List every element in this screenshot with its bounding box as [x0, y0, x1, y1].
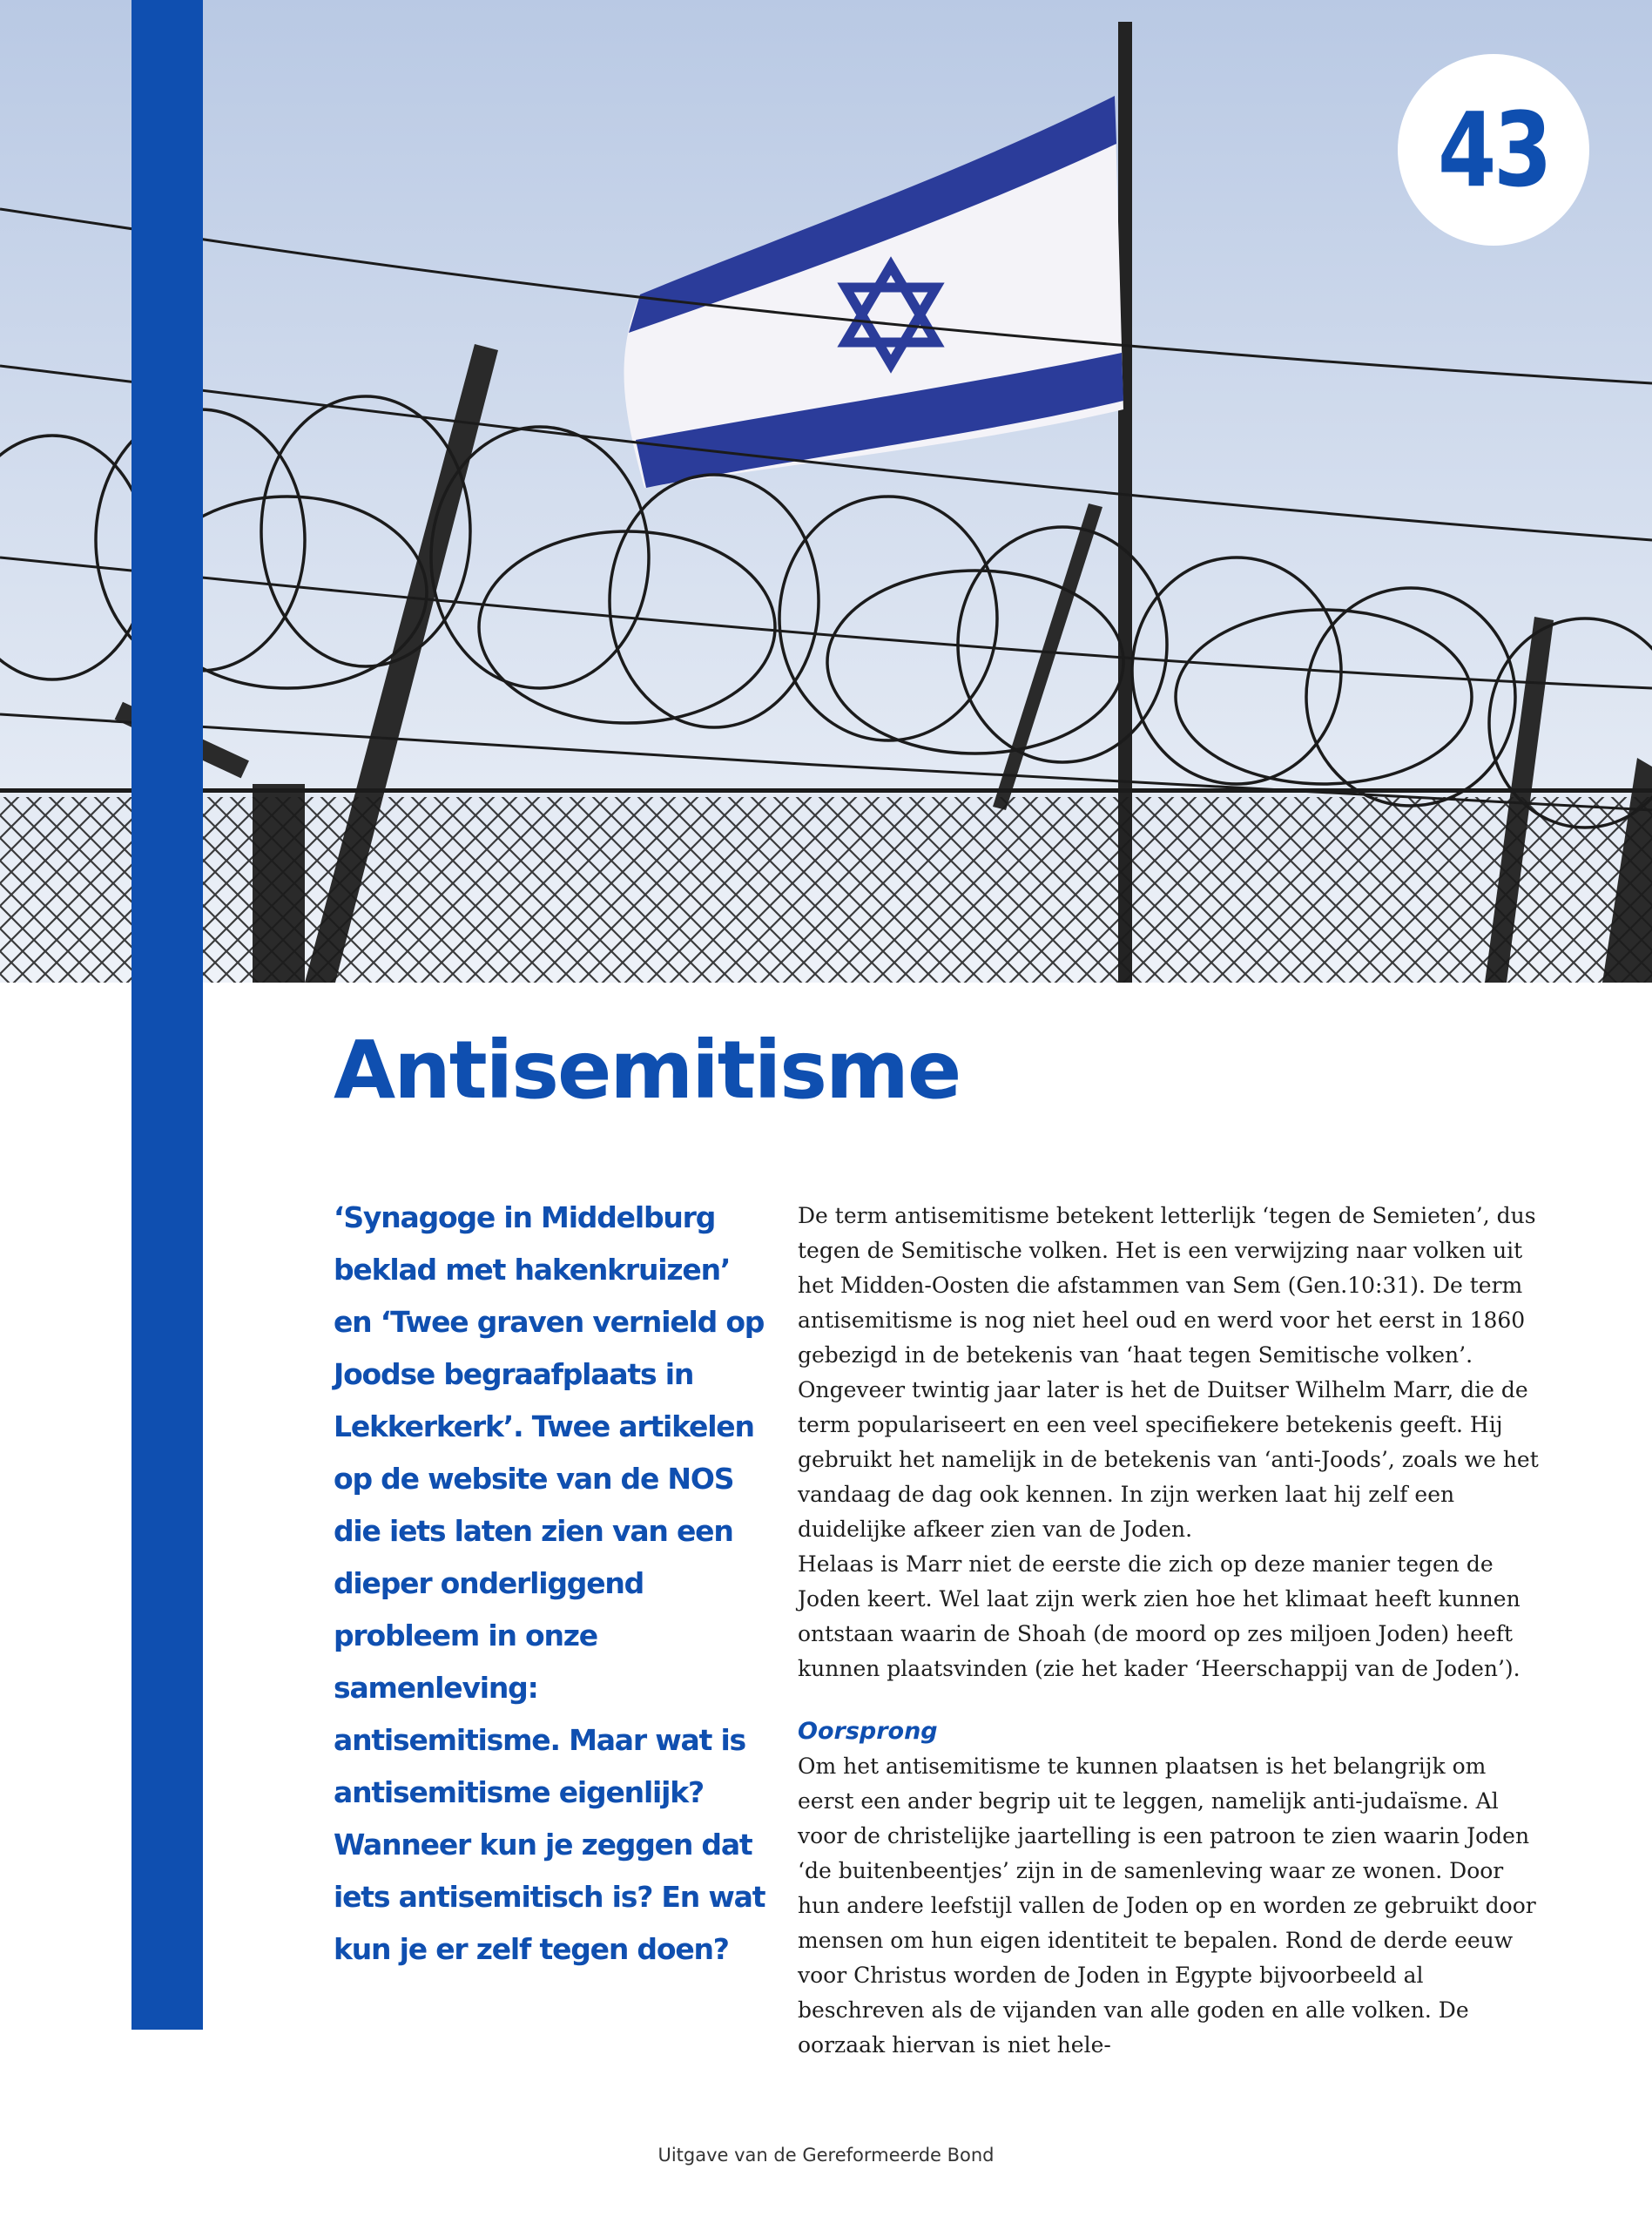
body-paragraph-2: Helaas is Marr niet de eerste die zich op deze manier tegen de Joden keert. Wel laat zijn werk zien hoe het klimaat heeft kunnen ontstaan waarin de Shoah (de moord op zes miljoen Joden) heeft kunnen plaatsvinden (zie het kader ‘Heerschappij van de Joden’).: [798, 1551, 1521, 1681]
page-number: 43: [1437, 90, 1550, 210]
footer-publisher: Uitgave van de Gereformeerde Bond: [657, 2145, 995, 2166]
body-paragraph-1: De term antisemitisme betekent letterlijk ‘tegen de Semieten’, dus tegen de Semitische volken. Het is een verwijzing naar volken uit het Midden-Oosten die afstammen van Sem (Gen.10:31). De term antisemitisme is nog niet heel oud en werd voor het eerst in 1860 gebezigd in de betekenis van ‘haat tegen Semitische volken’. Ongeveer twintig jaar later is het de Duitser Wilhelm Marr, die de term populariseert en een veel specifiekere betekenis geeft. Hij gebruikt het namelijk in de betekenis van ‘anti-Joods’, zoals we het vandaag de dag ook kennen. In zijn werken laat hij zelf een duidelijke afkeer zien van de Joden.: [798, 1203, 1539, 1542]
chain-link-fence: [0, 797, 1652, 983]
section-heading-oorsprong: Oorsprong: [798, 1718, 938, 1745]
body-paragraph-3: Om het antisemitisme te kunnen plaatsen is het belangrijk om eerst een ander begrip uit te leggen, namelijk anti-judaïsme. Al voor de christelijke jaartelling is een patroon te zien waarin Joden ‘de buitenbeentjes’ zijn in de samenleving waar ze wonen. Door hun andere leefstijl vallen de Joden op en worden ze gebruikt door mensen om hun eigen identiteit te bepalen. Rond de derde eeuw voor Christus worden de Joden in Egypte bijvoorbeeld al beschreven als de vijanden van alle goden en alle volken. De oorzaak hiervan is niet hele-: [798, 1754, 1536, 2058]
intro-text: ‘Synagoge in Middelburg beklad met hakenkruizen’ en ‘Twee graven vernield op Joodse begraafplaats in Lekkerkerk’. Twee artikelen op de website van de NOS die iets laten zien van een dieper onderliggend probleem in onze samenleving: antisemitisme. Maar wat is antisemitisme eigenlijk? Wanneer kun je zeggen dat iets antisemitisch is? En wat kun je er zelf tegen doen?: [334, 1200, 765, 1966]
body-text: [798, 1199, 1547, 2063]
page-number-badge: [1398, 54, 1589, 246]
article-title: Antisemitisme: [334, 1024, 961, 1117]
accent-bar: [131, 0, 203, 2030]
